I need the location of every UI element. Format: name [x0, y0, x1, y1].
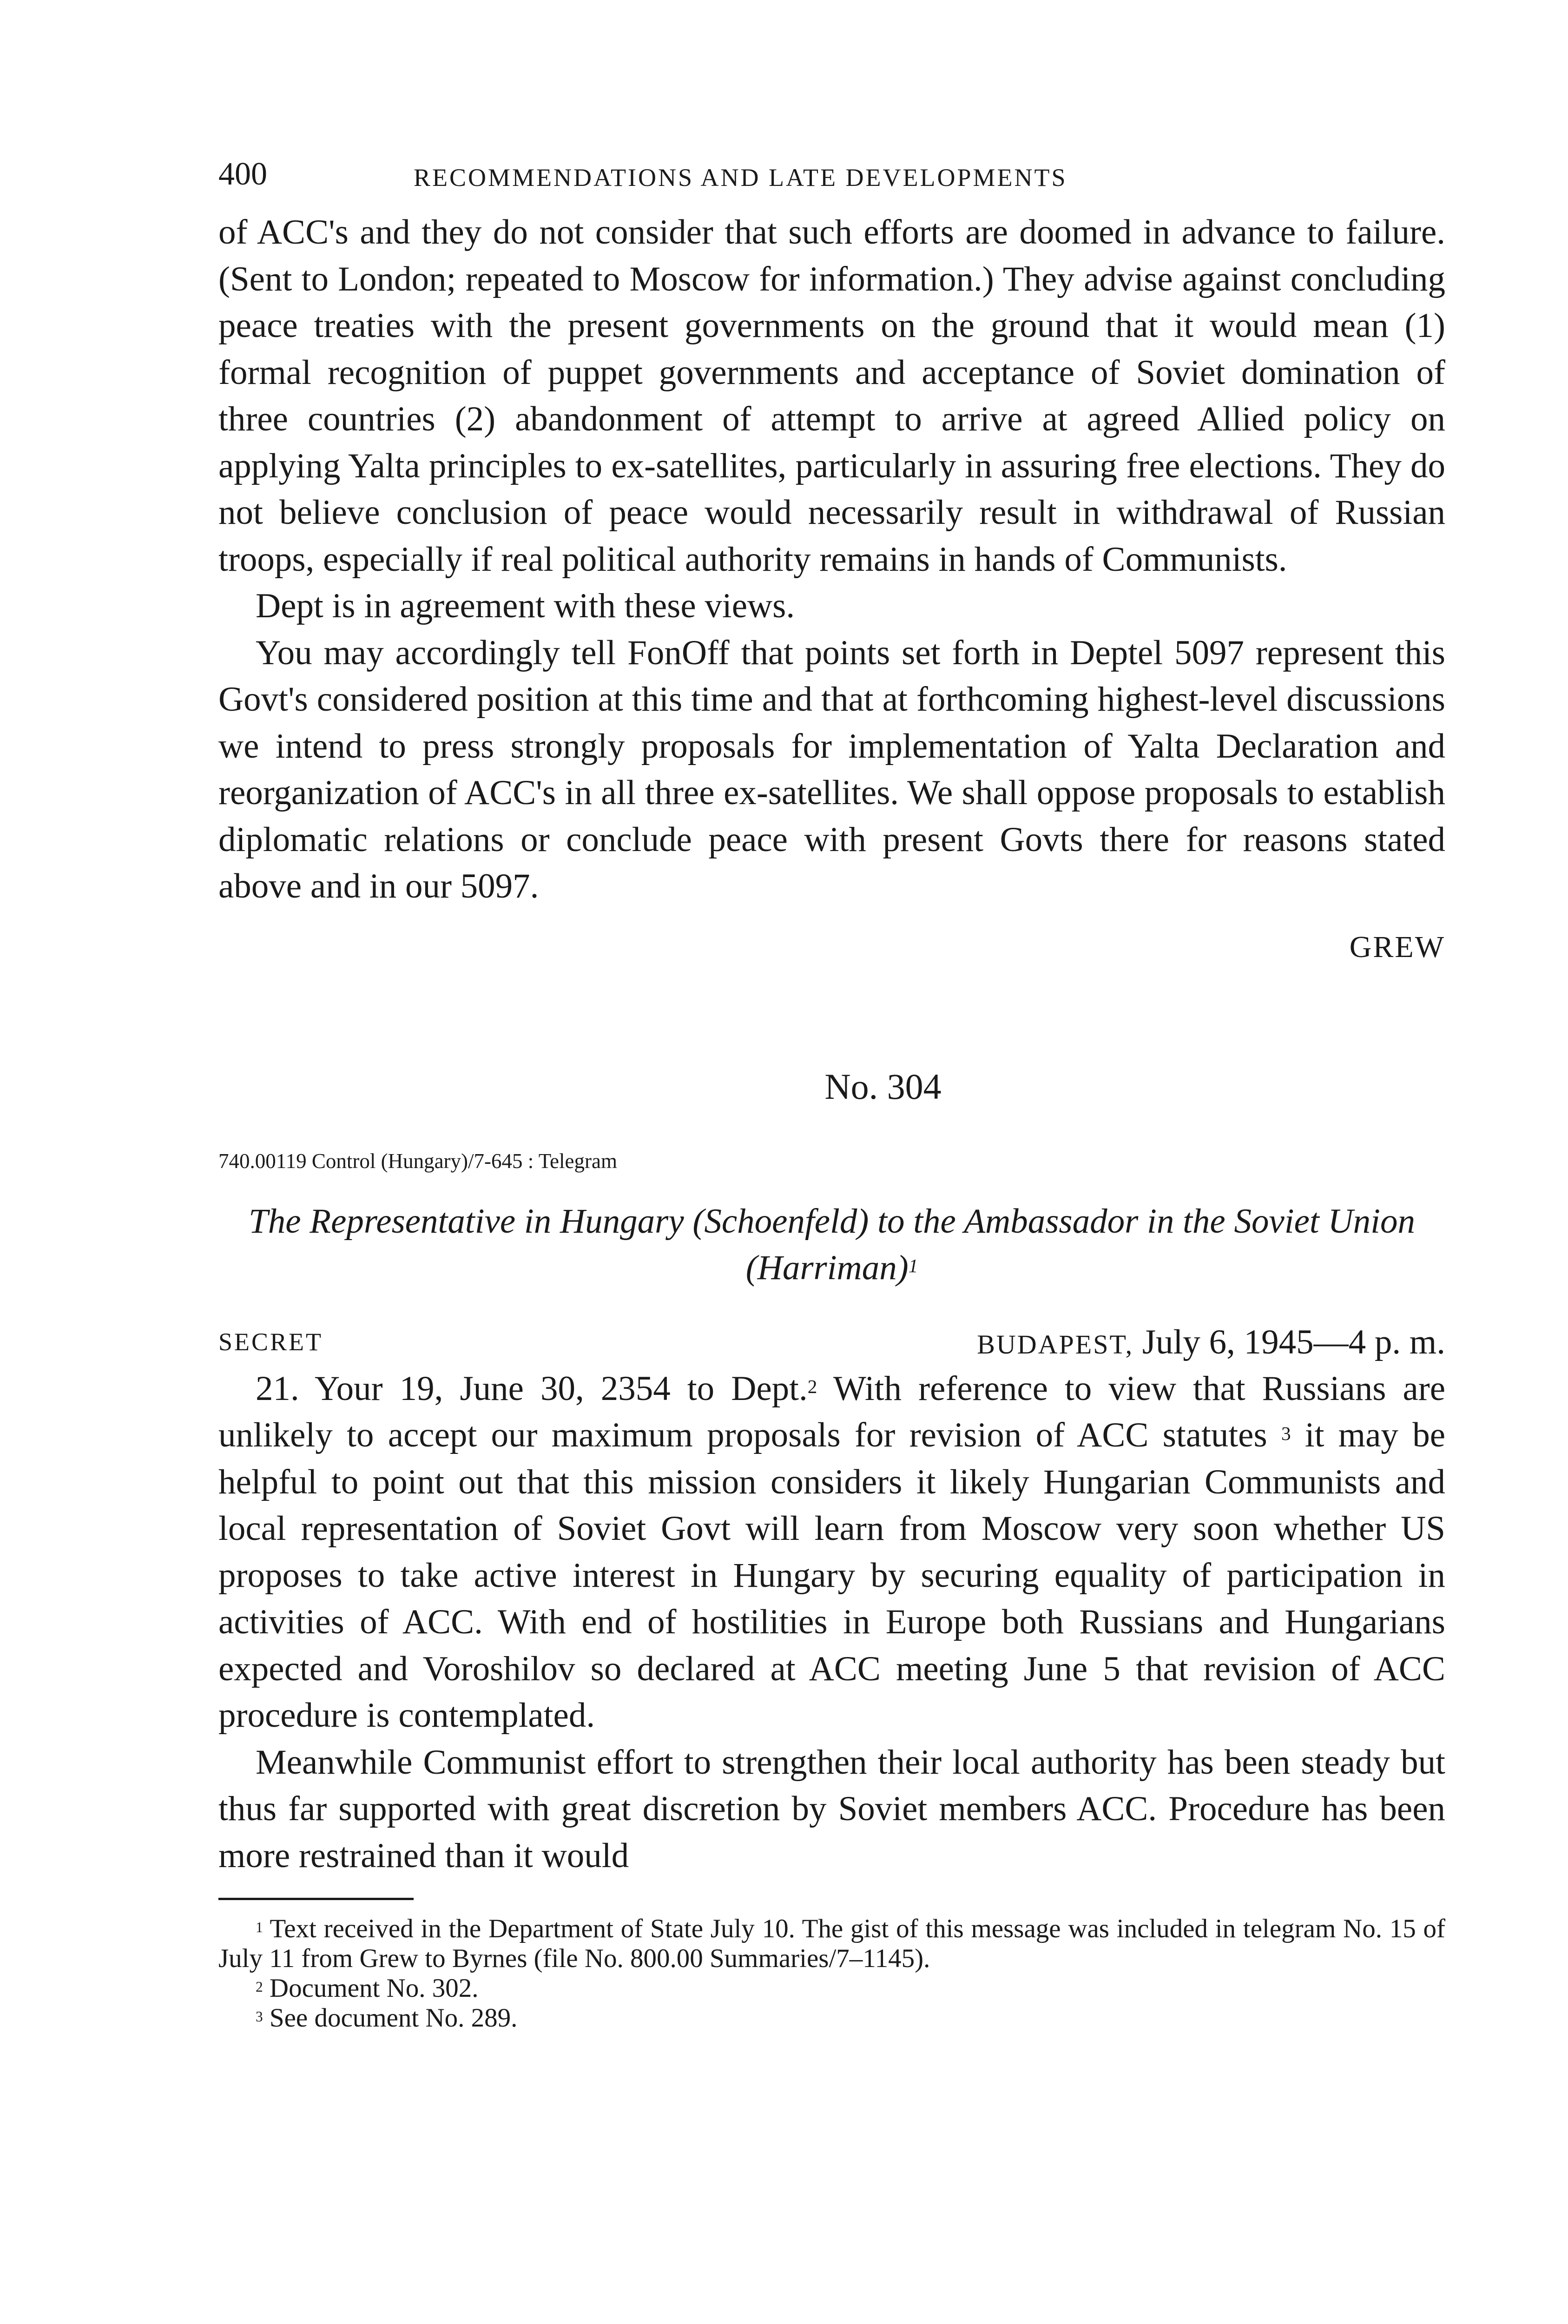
telegram-1-part-a: 21. Your 19, June 30, 2354 to Dept.	[256, 1369, 808, 1408]
paragraph-telegram-1	[218, 1366, 1445, 1739]
document-title-text: The Representative in Hungary (Schoenfeld) to the Ambassador in the Soviet Union (Harriman)	[249, 1202, 1415, 1287]
footnote-2	[218, 1974, 1445, 2003]
place-date	[977, 1319, 1445, 1368]
classification-label: SECRET	[218, 1327, 323, 1356]
telegram-1-part-b: With reference to view that Russians are unlikely to accept our maximum proposals for revision of ACC statutes	[218, 1369, 1445, 1454]
footnote-3-mark: 3	[256, 2008, 263, 2025]
file-reference: 740.00119 Control (Hungary)/7-645 : Telegram	[218, 1149, 617, 1173]
paragraph-instructions: You may accordingly tell FonOff that points set forth in Deptel 5097 represent this Govt's considered position at this time and that at forthcoming highest-level discussions we intend to press strongly proposals for implementation of Yalta Declaration and reorganization of ACC's in all three ex-satellites. We shall oppose proposals to establish diplomatic relations or conclude peace with present Govts there for reasons stated above and in our 5097.	[218, 633, 1445, 905]
telegram-1-part-c: it may be helpful to point out that this mission considers it likely Hungarian Communists and local representation of Soviet Govt will learn from Moscow very soon whether US proposes to take active interest in Hungary by securing equality of participation in activities of ACC. With end of hostilities in Europe both Russians and Hungarians expected and Voroshilov so declared at ACC meeting June 5 that revision of ACC procedure is contemplated.	[218, 1416, 1446, 1735]
footnote-1	[218, 1914, 1445, 1974]
document-page	[218, 153, 1445, 2033]
footnote-3	[218, 2003, 1445, 2033]
footnote-ref-3: 3	[1281, 1422, 1291, 1444]
signature-grew: GREW	[1349, 930, 1445, 964]
place-name: BUDAPEST,	[977, 1329, 1134, 1360]
document-title	[218, 1198, 1445, 1291]
paragraph-continuation: of ACC's and they do not consider that such efforts are doomed in advance to failure. (Sent to London; repeated to Moscow for information.) They advise against concluding peace treaties with the present governments on the ground that it would mean (1) formal recognition of puppet governments and acceptance of Soviet domination of three countries (2) abandonment of attempt to arrive at agreed Allied policy on applying Yalta principles to ex-satellites, particularly in assuring free elections. They do not believe conclusion of peace would necessarily result in withdrawal of Russian troops, especially if real political authority remains in hands of Communists.	[218, 213, 1445, 579]
dateline	[218, 1319, 1445, 1366]
running-head	[218, 153, 1445, 209]
footnote-1-text: Text received in the Department of State July 10. The gist of this message was included in telegram No. 15 of July 11 from Grew to Byrnes (file No. 800.00 Summaries/7–1145).	[218, 1914, 1445, 1973]
footnote-3-text: See document No. 289.	[263, 2003, 518, 2033]
footnote-ref-2: 2	[807, 1376, 817, 1398]
footnote-2-text: Document No. 302.	[263, 1974, 479, 2003]
footnote-2-mark: 2	[256, 1979, 263, 1995]
page-number: 400	[218, 156, 267, 192]
date-text: July 6, 1945—4 p. m.	[1142, 1322, 1445, 1361]
footnote-ref-1: 1	[908, 1255, 918, 1277]
document-number: No. 304	[824, 1066, 942, 1107]
footnote-divider	[218, 1898, 414, 1900]
footnote-1-mark: 1	[256, 1919, 263, 1936]
paragraph-agreement: Dept is in agreement with these views.	[256, 587, 795, 625]
running-title: RECOMMENDATIONS AND LATE DEVELOPMENTS	[414, 164, 1067, 191]
paragraph-telegram-2: Meanwhile Communist effort to strengthen their local authority has been steady but thus far supported with great discretion by Soviet members ACC. Procedure has been more restrained than it would	[218, 1743, 1445, 1875]
